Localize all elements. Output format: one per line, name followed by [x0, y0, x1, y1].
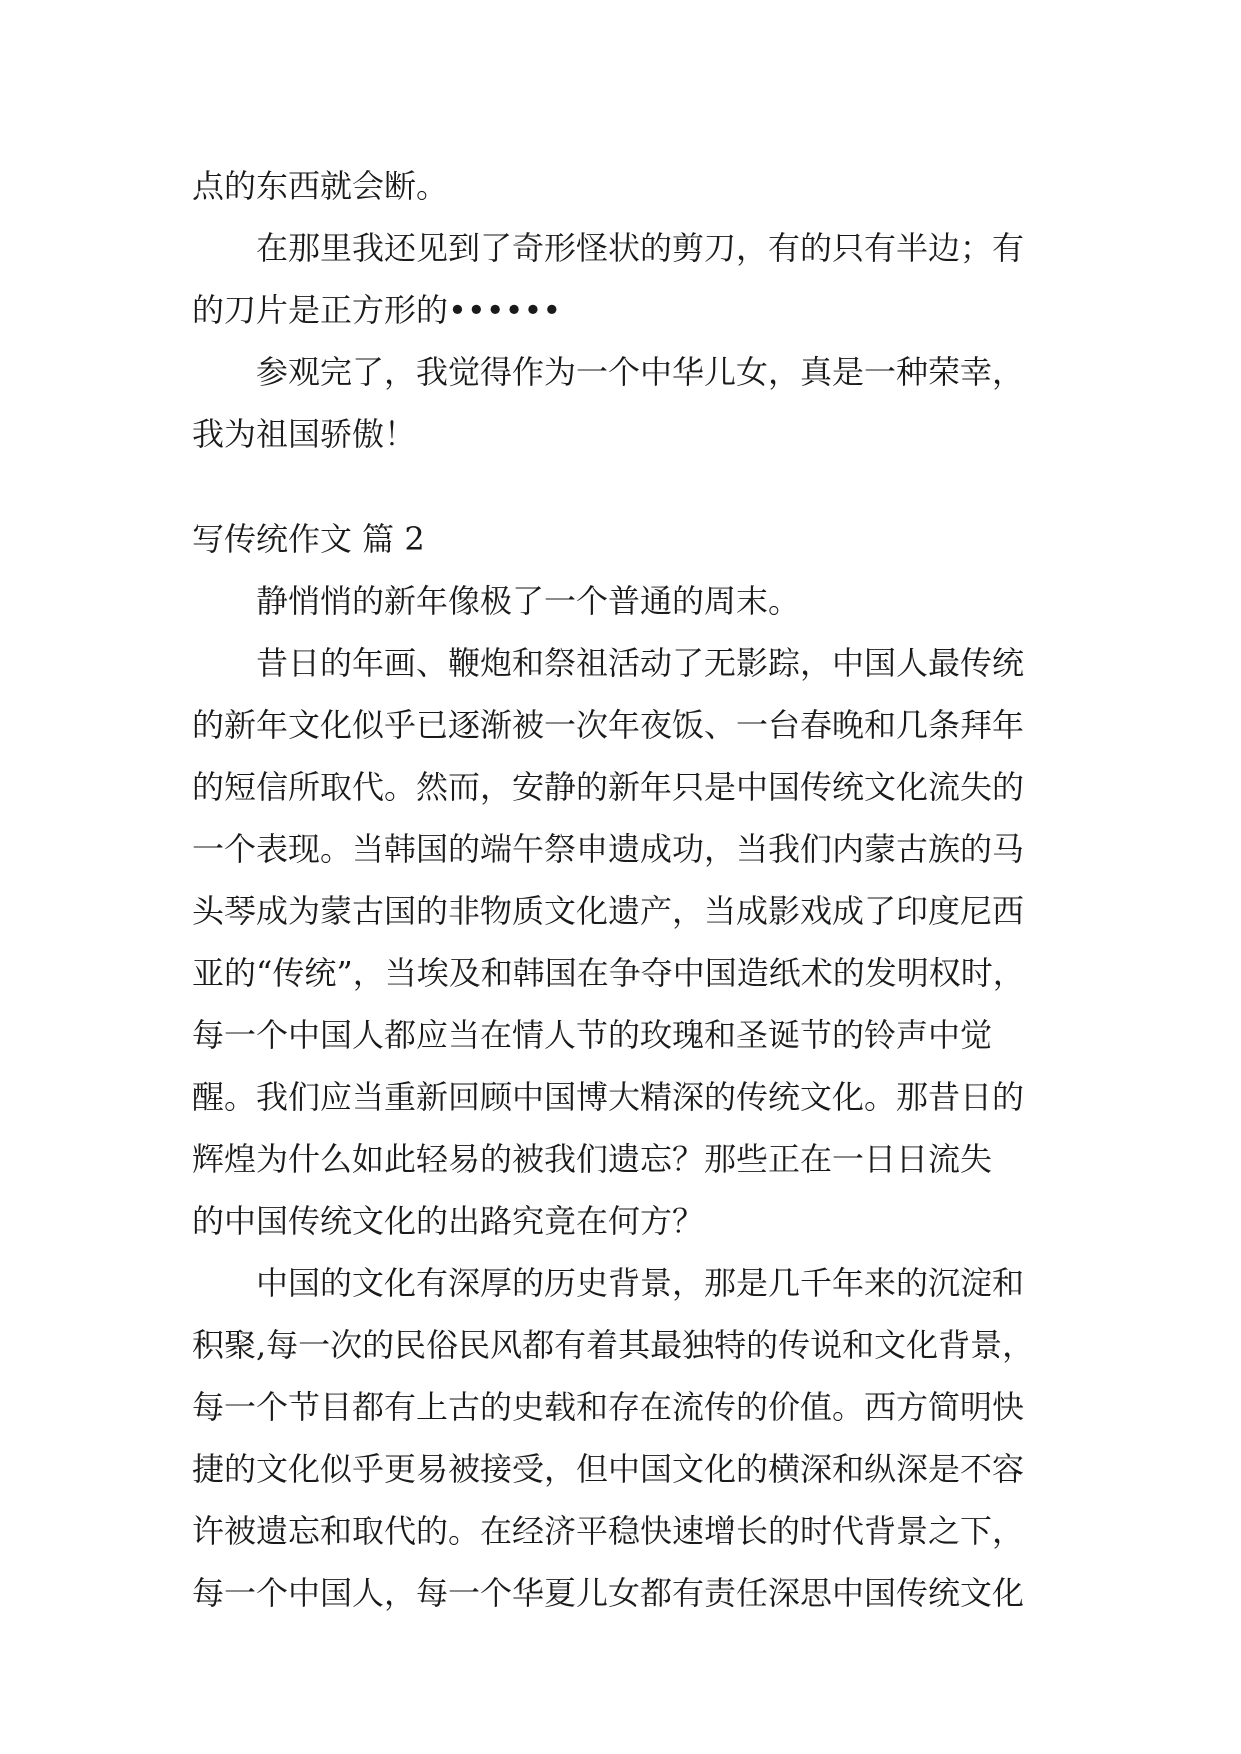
section-heading: 写传统作文 篇 2 [192, 520, 425, 558]
paragraph-line: 的刀片是正方形的•••••• [192, 291, 562, 329]
paragraph-line: 在那里我还见到了奇形怪状的剪刀，有的只有半边；有 [256, 229, 1025, 267]
paragraph-line: 醒。我们应当重新回顾中国博大精深的传统文化。那昔日的 [192, 1078, 1025, 1116]
paragraph-line: 头琴成为蒙古国的非物质文化遗产，当成影戏成了印度尼西 [192, 892, 1025, 930]
paragraph-line: 一个表现。当韩国的端午祭申遗成功，当我们内蒙古族的马 [192, 830, 1025, 868]
paragraph-line: 的短信所取代。然而，安静的新年只是中国传统文化流失的 [192, 768, 1025, 806]
paragraph-line: 的中国传统文化的出路究竟在何方？ [192, 1202, 705, 1240]
paragraph-line: 每一个节目都有上古的史载和存在流传的价值。西方简明快 [192, 1388, 1025, 1426]
paragraph-line: 参观完了，我觉得作为一个中华儿女，真是一种荣幸， [256, 353, 1025, 391]
paragraph-line: 的新年文化似乎已逐渐被一次年夜饭、一台春晚和几条拜年 [192, 706, 1025, 744]
paragraph-line: 每一个中国人，每一个华夏儿女都有责任深思中国传统文化 [192, 1574, 1025, 1612]
paragraph-line: 中国的文化有深厚的历史背景，那是几千年来的沉淀和 [256, 1264, 1025, 1302]
paragraph-line: 辉煌为什么如此轻易的被我们遗忘？那些正在一日日流失 [192, 1140, 993, 1178]
paragraph-line: 点的东西就会断。 [192, 167, 449, 205]
paragraph-line: 亚的“传统”，当埃及和韩国在争夺中国造纸术的发明权时， [192, 954, 1025, 992]
paragraph-line: 捷的文化似乎更易被接受，但中国文化的横深和纵深是不容 [192, 1450, 1025, 1488]
paragraph-line: 每一个中国人都应当在情人节的玫瑰和圣诞节的铃声中觉 [192, 1016, 993, 1054]
paragraph-line: 积聚,每一次的民俗民风都有着其最独特的传说和文化背景， [192, 1326, 1035, 1364]
paragraph-line: 我为祖国骄傲！ [192, 415, 417, 453]
paragraph-line: 静悄悄的新年像极了一个普通的周末。 [256, 582, 801, 620]
paragraph-line: 许被遗忘和取代的。在经济平稳快速增长的时代背景之下， [192, 1512, 1025, 1550]
paragraph-line: 昔日的年画、鞭炮和祭祖活动了无影踪，中国人最传统 [256, 644, 1025, 682]
